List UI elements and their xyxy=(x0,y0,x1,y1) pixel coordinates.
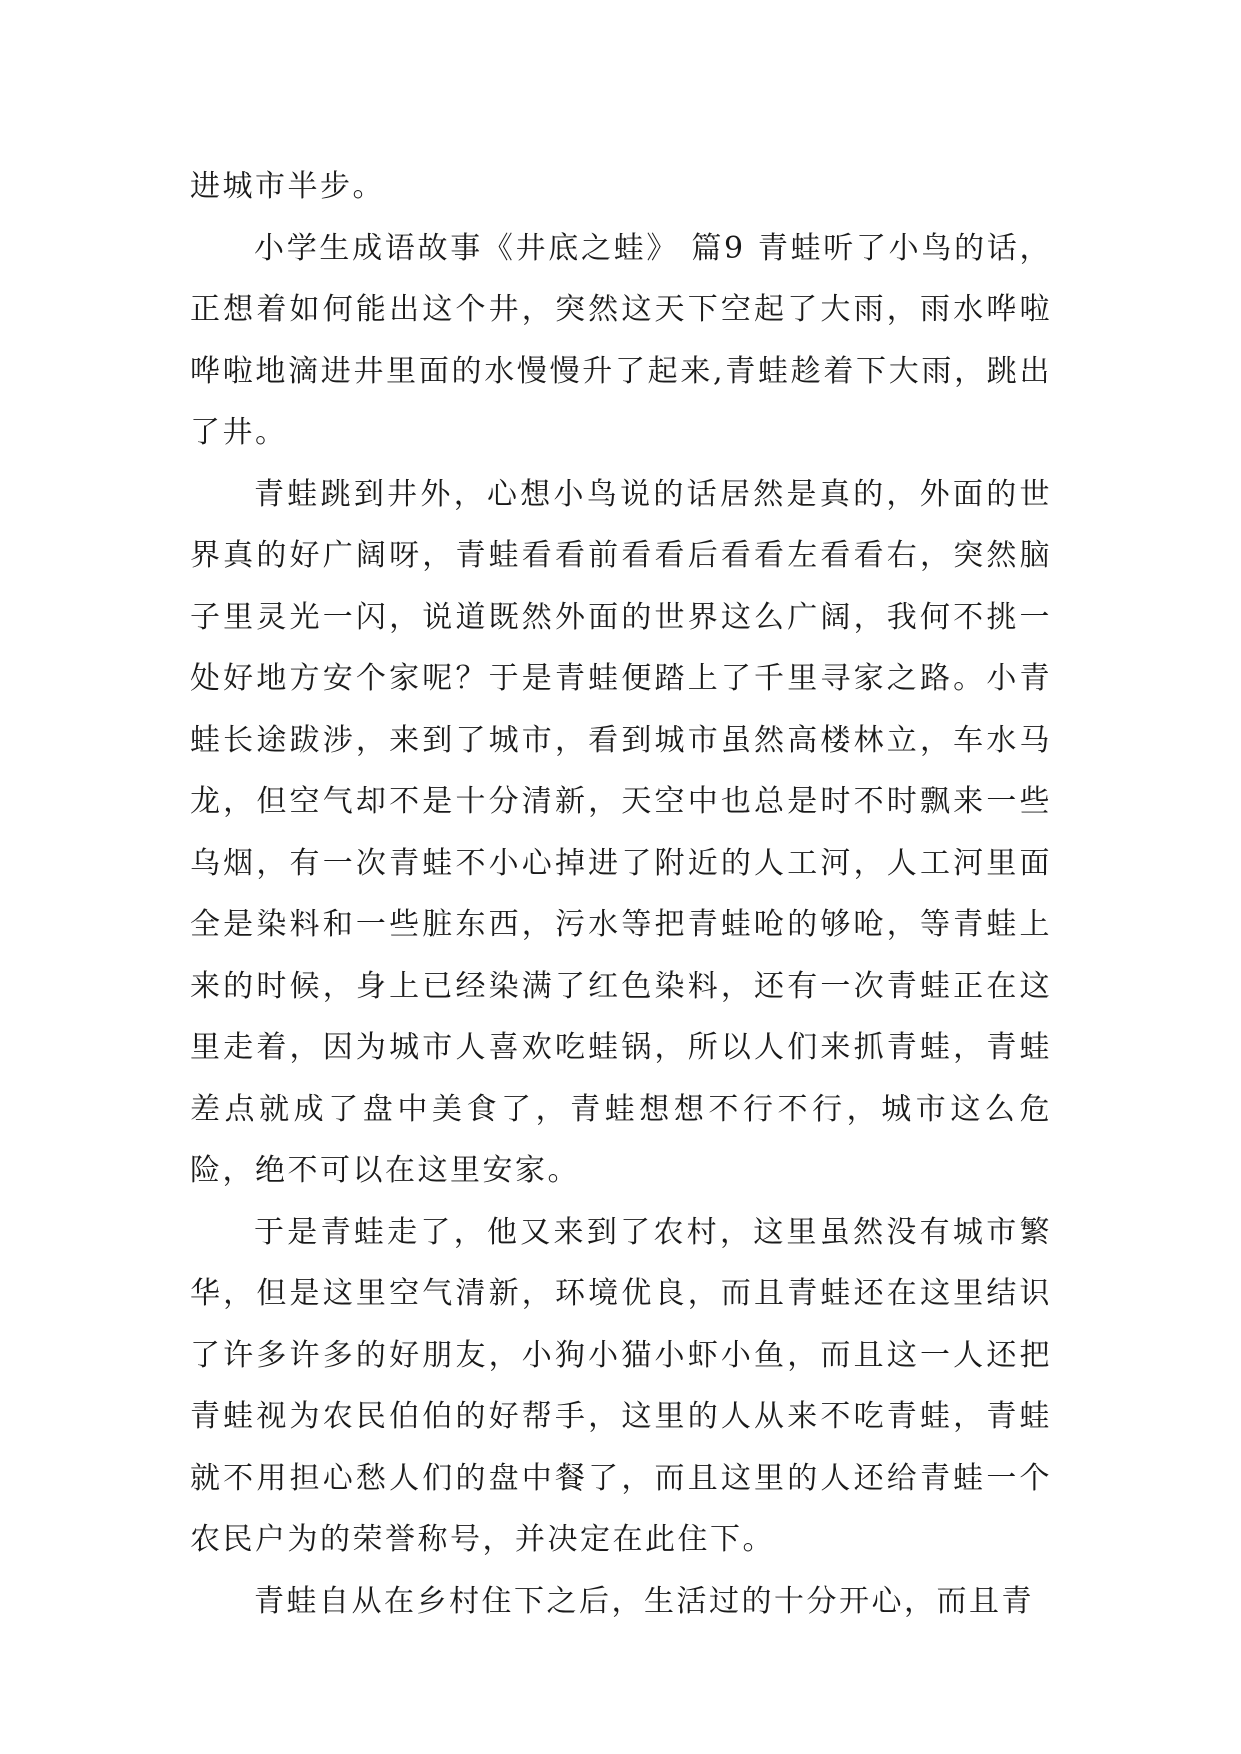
paragraph-countryside: 于是青蛙走了，他又来到了农村，这里虽然没有城市繁华，但是这里空气清新，环境优良，而且青蛙还在这里结识了许多许多的好朋友，小狗小猫小虾小鱼，而且这一人还把青蛙视为农民伯伯的好帮手，这里的人从来不吃青蛙，青蛙就不用担心愁人们的盘中餐了，而且这里的人还给青蛙一个农民户为的荣誉称号，并决定在此住下。 xyxy=(190,1214,1052,1557)
document-body xyxy=(190,156,1052,1632)
paragraph-city-journey: 青蛙跳到井外，心想小鸟说的话居然是真的，外面的世界真的好广阔呀，青蛙看看前看看后看看左看看右，突然脑子里灵光一闪，说道既然外面的世界这么广阔，我何不挑一处好地方安个家呢？于是青蛙便踏上了千里寻家之路。小青蛙长途跋涉，来到了城市，看到城市虽然高楼林立，车水马龙，但空气却不是十分清新，天空中也总是时不时飘来一些乌烟，有一次青蛙不小心掉进了附近的人工河，人工河里面全是染料和一些脏东西，污水等把青蛙呛的够呛，等青蛙上来的时候，身上已经染满了红色染料，还有一次青蛙正在这里走着，因为城市人喜欢吃蛙锅，所以人们来抓青蛙，青蛙差点就成了盘中美食了，青蛙想想不行不行，城市这么危险，绝不可以在这里安家。 xyxy=(190,476,1052,1188)
paragraph-continuation: 进城市半步。 xyxy=(190,169,385,204)
paragraph-village-life: 青蛙自从在乡村住下之后，生活过的十分开心，而且青 xyxy=(254,1583,1034,1619)
paragraph-story-heading: 小学生成语故事《井底之蛙》 篇9 青蛙听了小鸟的话，正想着如何能出这个井，突然这天下空起了大雨，雨水哗啦哗啦地滴进井里面的水慢慢升了起来,青蛙趁着下大雨，跳出了井。 xyxy=(190,230,1052,450)
